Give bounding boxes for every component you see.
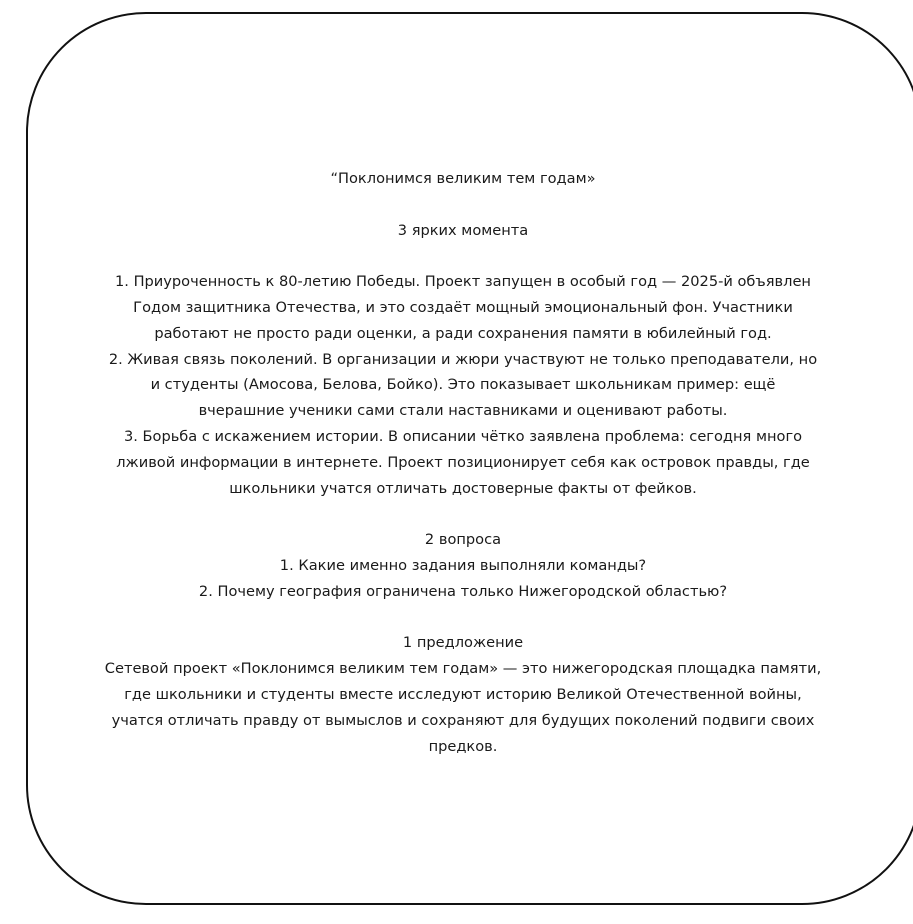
sentence-line: Сетевой проект «Поклонимся великим тем годам» — это нижегородская площадка памяти, (104, 660, 822, 678)
sentence-heading: 1 предложение (402, 634, 524, 652)
spacer (55, 192, 871, 218)
question-line: 2. Почему география ограничена только Нижегородской областью? (198, 582, 728, 600)
document-title: “Поклонимся великим тем годам» (330, 170, 596, 187)
spacer (55, 501, 871, 527)
sentence-line: учатся отличать правду от вымыслов и сохраняют для будущих поколений подвиги своих (111, 711, 815, 729)
spacer (55, 605, 871, 631)
moments-line: лживой информации в интернете. Проект позиционирует себя как островок правды, где (116, 453, 810, 471)
moments-line: 2. Живая связь поколений. В организации и жюри участвуют не только преподаватели, но (108, 350, 818, 368)
sentence-line: предков. (428, 737, 498, 755)
questions-heading: 2 вопроса (424, 531, 502, 549)
moments-line: работают не просто ради оценки, а ради сохранения памяти в юбилейный год. (154, 324, 772, 342)
question-line: 1. Какие именно задания выполняли команды? (279, 556, 647, 574)
moments-line: школьники учатся отличать достоверные факты от фейков. (229, 479, 697, 497)
moments-line: Годом защитника Отечества, и это создаёт мощный эмоциональный фон. Участники (133, 298, 793, 316)
moments-line: 1. Приуроченность к 80-летию Победы. Проект запущен в особый год — 2025-й объявлен (115, 273, 811, 291)
moments-line: 3. Борьба с искажением истории. В описании чётко заявлена проблема: сегодня много (123, 427, 803, 445)
moments-line: вчерашние ученики сами стали наставниками и оценивают работы. (198, 402, 728, 420)
moments-line: и студенты (Амосова, Белова, Бойко). Это показывает школьникам пример: ещё (150, 376, 776, 394)
spacer (55, 243, 871, 269)
moments-heading: 3 ярких момента (397, 221, 529, 239)
sentence-line: где школьники и студенты вместе исследуют историю Великой Отечественной войны, (124, 685, 802, 703)
card-content (55, 166, 871, 759)
